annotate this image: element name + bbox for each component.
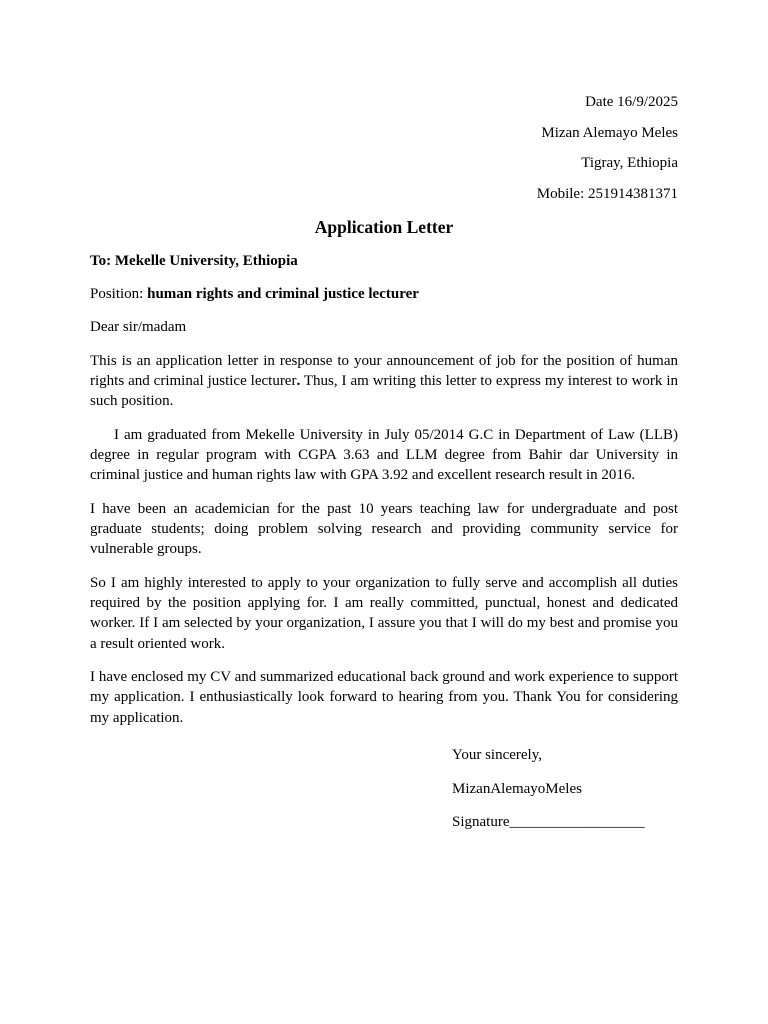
position-label: Position: [90, 286, 148, 303]
sender-info [537, 92, 678, 215]
closing-block [452, 745, 645, 846]
sender-name: Mizan Alemayo Meles [541, 124, 678, 141]
letter-date: Date 16/9/2025 [585, 94, 678, 110]
signer-name: MizanAlemayoMeles [452, 780, 582, 797]
paragraph-intro-part-a: This is an application letter in response to your announcement of job for the position of human rights and criminal justice lecturer [90, 352, 678, 390]
signature-line: Signature__________________ [452, 814, 645, 830]
paragraph-experience: I have been an academician for the past 10 years teaching law for undergraduate and post graduate students; doing problem solving research and providing community service for vulnerable groups. [90, 500, 678, 558]
paragraph-interest: So I am highly interested to apply to your organization to fully serve and accomplish all duties required by the position applying for. I am really committed, punctual, honest and dedicated worker. If I am selected by your organization, I assure you that I will do my best and promise you a result oriented work. [90, 574, 678, 652]
letter-body [90, 251, 678, 741]
paragraph-education: I am graduated from Mekelle University in July 05/2014 G.C in Department of Law (LLB) degree in regular program with CGPA 3.63 and LLM degree from Bahir dar University in criminal justice and human rights law with GPA 3.92 and excellent research result in 2016. [90, 426, 678, 484]
paragraph-intro [90, 351, 678, 412]
sender-location: Tigray, Ethiopia [581, 155, 678, 172]
position-line [90, 284, 678, 304]
sender-mobile: Mobile: 251914381371 [536, 186, 678, 203]
letter-title: Application Letter [314, 217, 454, 237]
paragraph-intro-period: . [296, 373, 301, 390]
paragraph-enclosure: I have enclosed my CV and summarized educational back ground and work experience to support my application. I enthusiastically look forward to hearing from you. Thank You for considering my application. [90, 669, 678, 726]
salutation: Dear sir/madam [90, 319, 187, 336]
position-value: human rights and criminal justice lecturer [147, 286, 419, 303]
recipient-line: To: Mekelle University, Ethiopia [90, 253, 298, 269]
paragraph-intro-part-c: Thus, I am writing this letter to express my interest to work in such position. [90, 373, 678, 410]
valediction: Your sincerely, [452, 747, 542, 763]
